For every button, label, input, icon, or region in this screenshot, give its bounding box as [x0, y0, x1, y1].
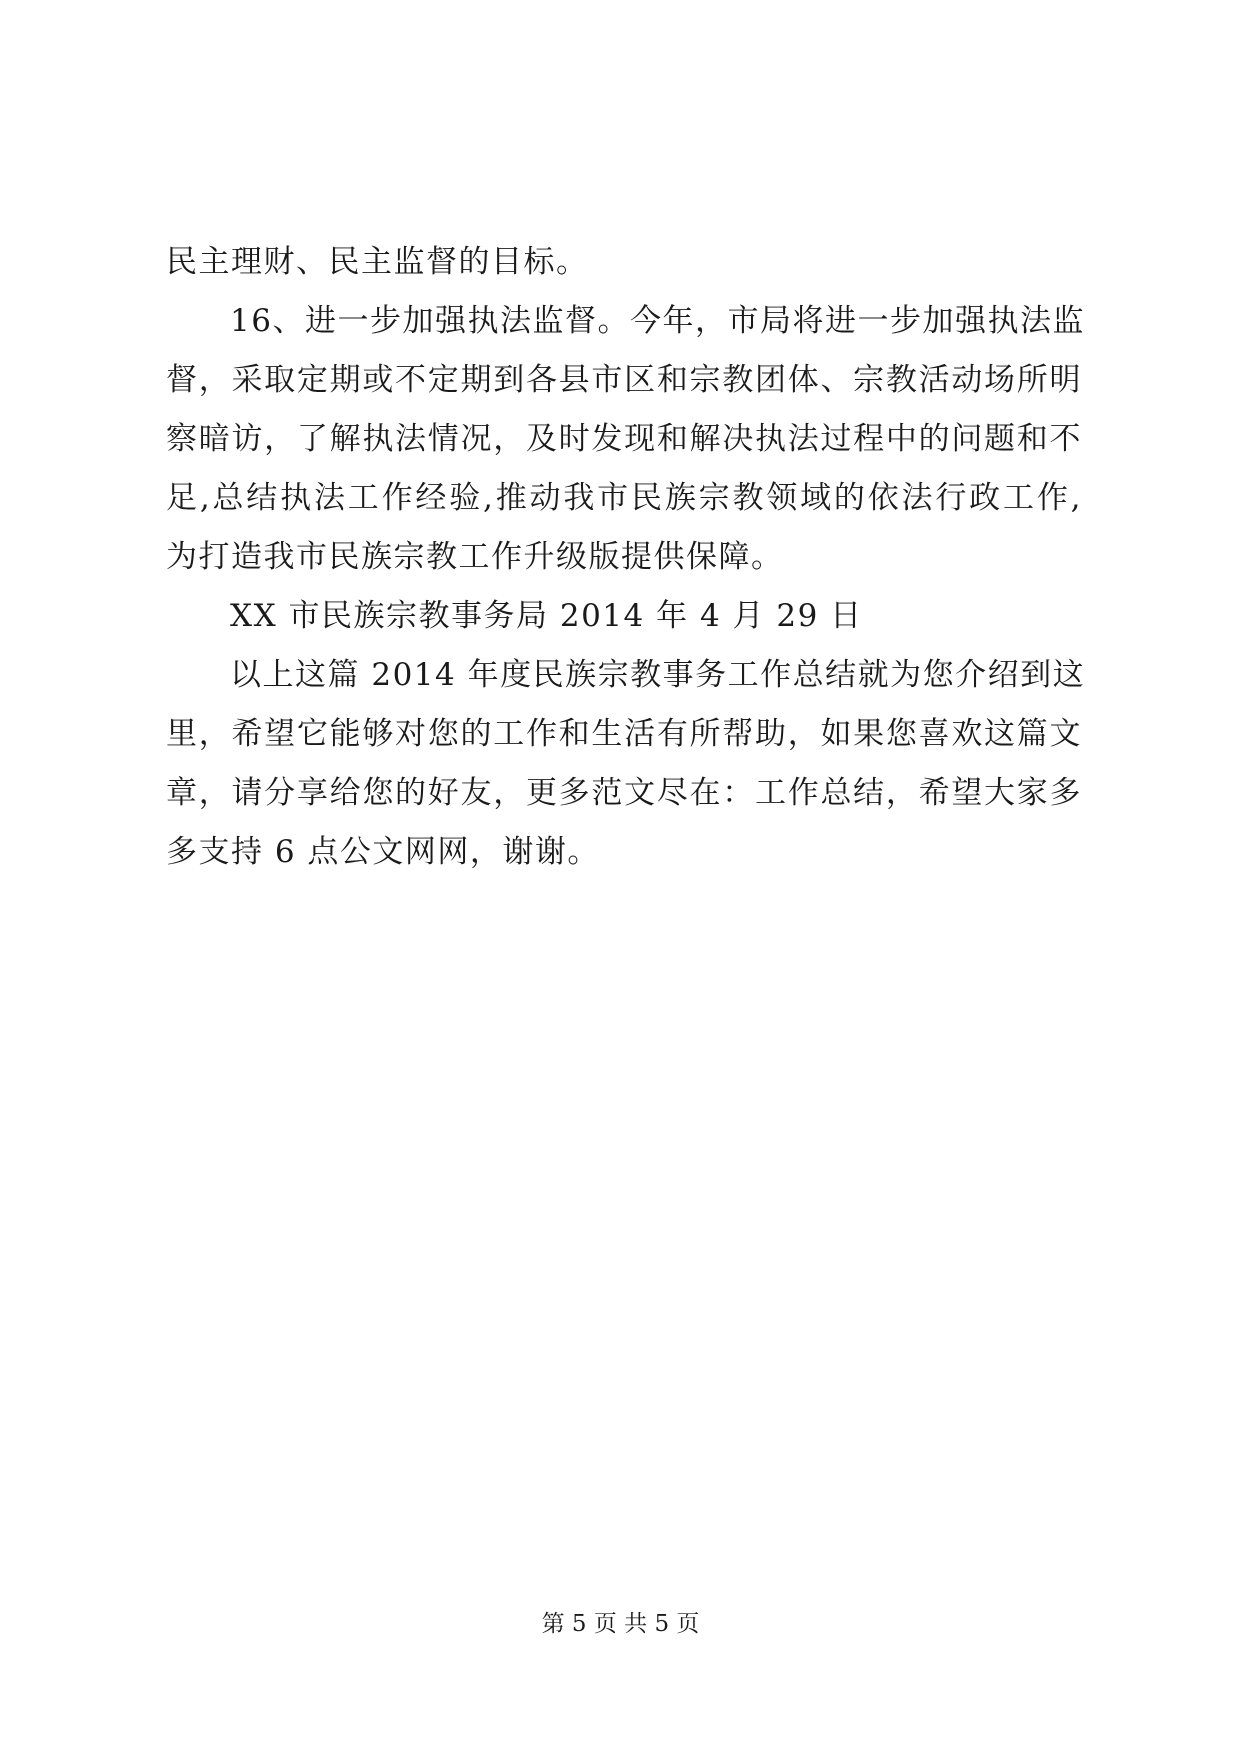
- text-line: 民主理财、民主监督的目标。: [166, 244, 589, 280]
- paragraph-closing-note: [166, 646, 1086, 882]
- text-line: 督，采取定期或不定期到各县市区和宗教团体、宗教活动场所明: [166, 362, 1082, 398]
- text-line: 以上这篇 2014 年度民族宗教事务工作总结就为您介绍到这: [230, 657, 1086, 693]
- text-line: 足,总结执法工作经验,推动我市民族宗教领域的依法行政工作,: [166, 480, 1082, 516]
- paragraph-closing-goal: [166, 233, 1082, 292]
- text-line: 多支持 6 点公文网网，谢谢。: [166, 834, 600, 870]
- page-number-footer: 第 5 页 共 5 页: [541, 1611, 700, 1637]
- text-line: 章，请分享给您的好友，更多范文尽在：工作总结，希望大家多: [166, 775, 1082, 811]
- text-line: 为打造我市民族宗教工作升级版提供保障。: [166, 539, 784, 575]
- text-line: 里，希望它能够对您的工作和生活有所帮助，如果您喜欢这篇文: [166, 716, 1082, 752]
- paragraph-item-16: [166, 292, 1085, 587]
- document-body: [166, 233, 1086, 882]
- paragraph-signature-date: [166, 587, 1082, 646]
- text-line: 察暗访，了解执法情况，及时发现和解决执法过程中的问题和不: [166, 421, 1082, 457]
- text-line: 16、进一步加强执法监督。今年，市局将进一步加强执法监: [230, 303, 1085, 339]
- text-line: XX 市民族宗教事务局 2014 年 4 月 29 日: [230, 598, 863, 634]
